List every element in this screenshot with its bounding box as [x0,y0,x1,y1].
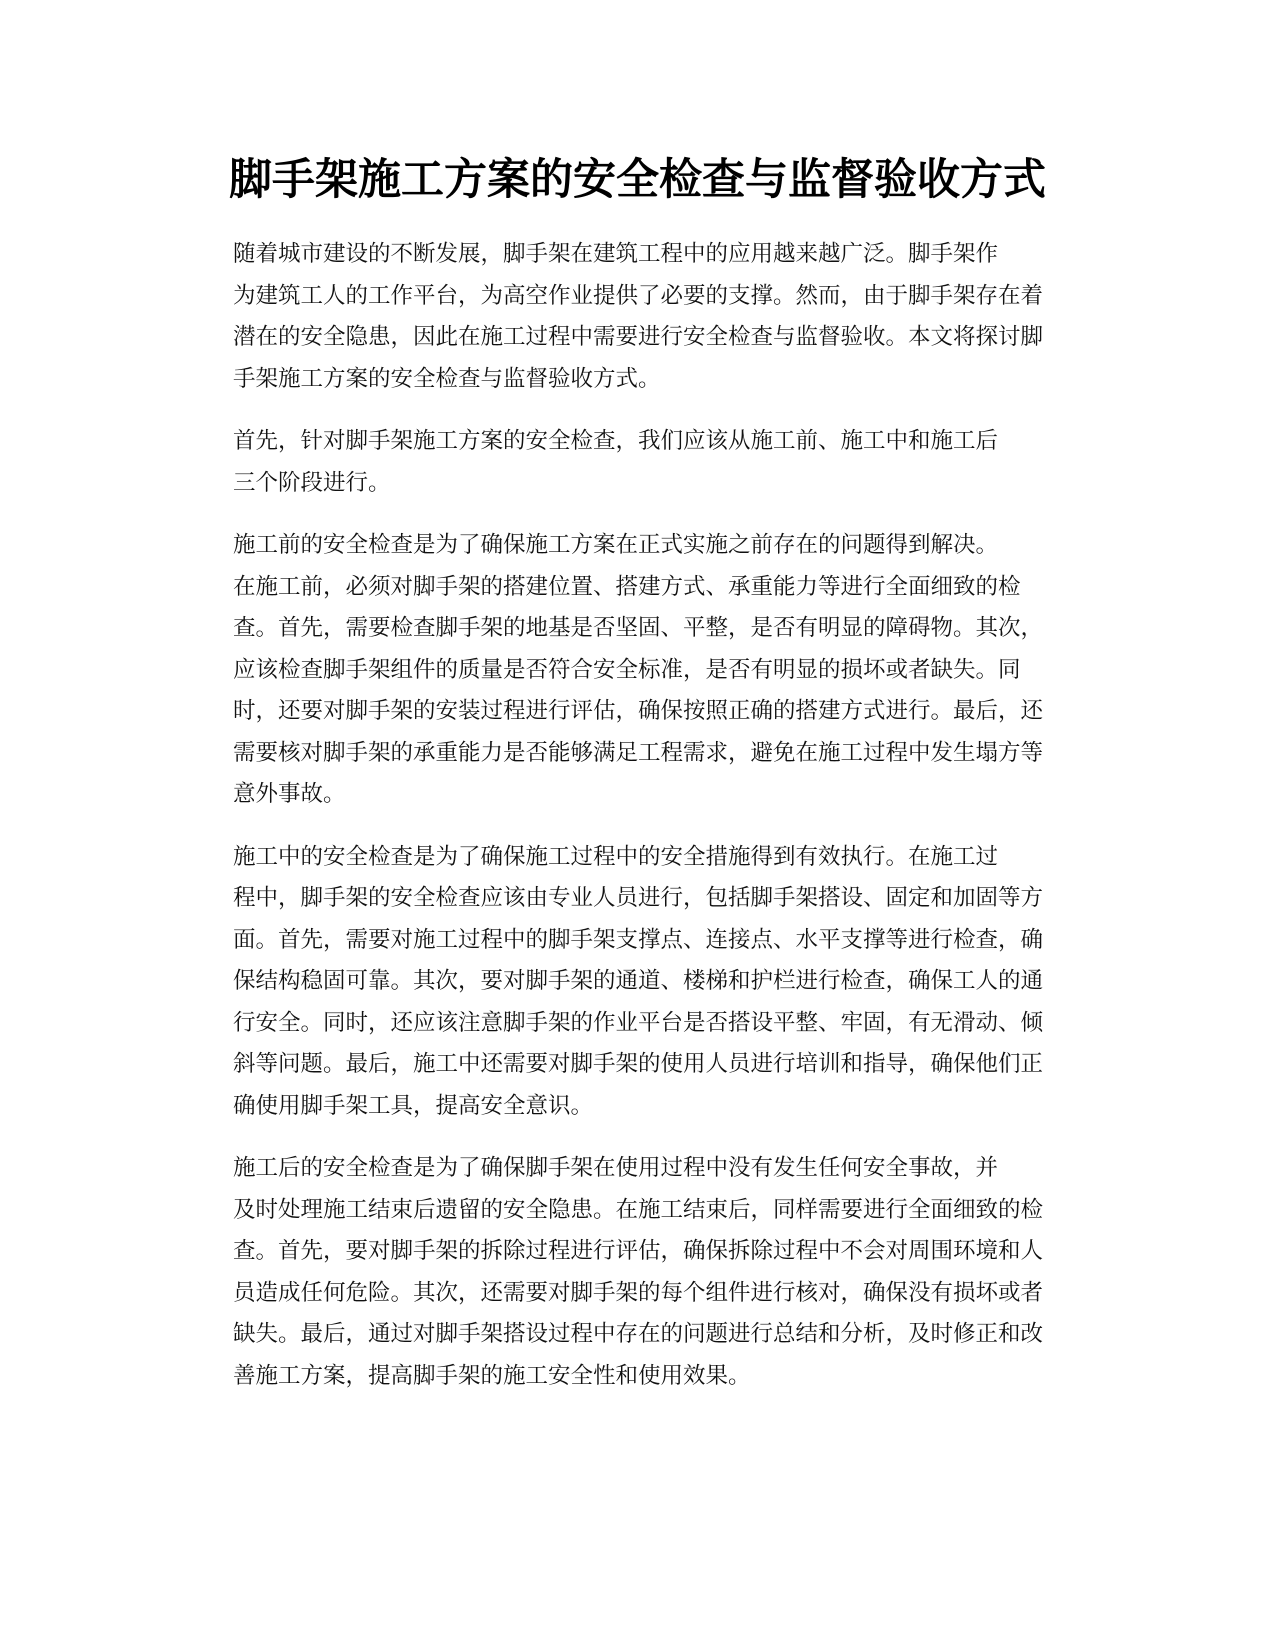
paragraph-line: 潜在的安全隐患，因此在施工过程中需要进行安全检查与监督验收。本文将探讨脚 [233,324,1044,350]
paragraph-line: 施工后的安全检查是为了确保脚手架在使用过程中没有发生任何安全事故，并 [233,1155,999,1181]
paragraph-line: 首先，针对脚手架施工方案的安全检查，我们应该从施工前、施工中和施工后 [233,428,999,454]
paragraph-line: 手架施工方案的安全检查与监督验收方式。 [233,365,661,392]
paragraph-line: 程中，脚手架的安全检查应该由专业人员进行，包括脚手架搭设、固定和加固等方 [233,885,1044,911]
paragraph-line: 员造成任何危险。其次，还需要对脚手架的每个组件进行核对，确保没有损坏或者 [233,1279,1044,1306]
paragraph-line: 确使用脚手架工具，提高安全意识。 [233,1092,594,1119]
paragraph-line: 查。首先，要对脚手架的拆除过程进行评估，确保拆除过程中不会对周围环境和人 [233,1238,1044,1264]
paragraph-line: 行安全。同时，还应该注意脚手架的作业平台是否搭设平整、牢固，有无滑动、倾 [233,1009,1044,1036]
paragraph-intro [188,234,1088,400]
paragraph-line: 保结构稳固可靠。其次，要对脚手架的通道、楼梯和护栏进行检查，确保工人的通 [233,968,1044,994]
paragraph-line: 需要核对脚手架的承重能力是否能够满足工程需求，避免在施工过程中发生塌方等 [233,739,1044,766]
paragraph-line: 缺失。最后，通过对脚手架搭设过程中存在的问题进行总结和分析，及时修正和改 [233,1321,1044,1347]
paragraph-line: 三个阶段进行。 [233,469,391,496]
paragraph-line: 在施工前，必须对脚手架的搭建位置、搭建方式、承重能力等进行全面细致的检 [233,573,1021,600]
paragraph-during-construction [188,837,1088,1128]
paragraph-line: 意外事故。 [233,781,346,807]
paragraph-before-construction [188,525,1088,816]
paragraph-line: 应该检查脚手架组件的质量是否符合安全标准，是否有明显的损坏或者缺失。同 [233,656,1021,683]
paragraph-overview [188,421,1088,504]
paragraph-after-construction [188,1148,1088,1397]
paragraph-line: 为建筑工人的工作平台，为高空作业提供了必要的支撑。然而，由于脚手架存在着 [233,282,1044,309]
paragraph-line: 时，还要对脚手架的安装过程进行评估，确保按照正确的搭建方式进行。最后，还 [233,698,1044,724]
paragraph-line: 查。首先，需要检查脚手架的地基是否坚固、平整，是否有明显的障碍物。其次， [233,615,1044,641]
paragraph-line: 随着城市建设的不断发展，脚手架在建筑工程中的应用越来越广泛。脚手架作 [233,241,999,267]
paragraph-line: 施工前的安全检查是为了确保施工方案在正式实施之前存在的问题得到解决。 [233,532,999,558]
paragraph-line: 善施工方案，提高脚手架的施工安全性和使用效果。 [233,1362,751,1389]
document-title: 脚手架施工方案的安全检查与监督验收方式 [229,155,1046,205]
paragraph-line: 及时处理施工结束后遗留的安全隐患。在施工结束后，同样需要进行全面细致的检 [233,1196,1044,1223]
paragraph-line: 施工中的安全检查是为了确保施工过程中的安全措施得到有效执行。在施工过 [233,843,999,870]
document-body [188,234,1088,1418]
paragraph-line: 斜等问题。最后，施工中还需要对脚手架的使用人员进行培训和指导，确保他们正 [233,1051,1044,1077]
paragraph-line: 面。首先，需要对施工过程中的脚手架支撑点、连接点、水平支撑等进行检查，确 [233,926,1044,953]
